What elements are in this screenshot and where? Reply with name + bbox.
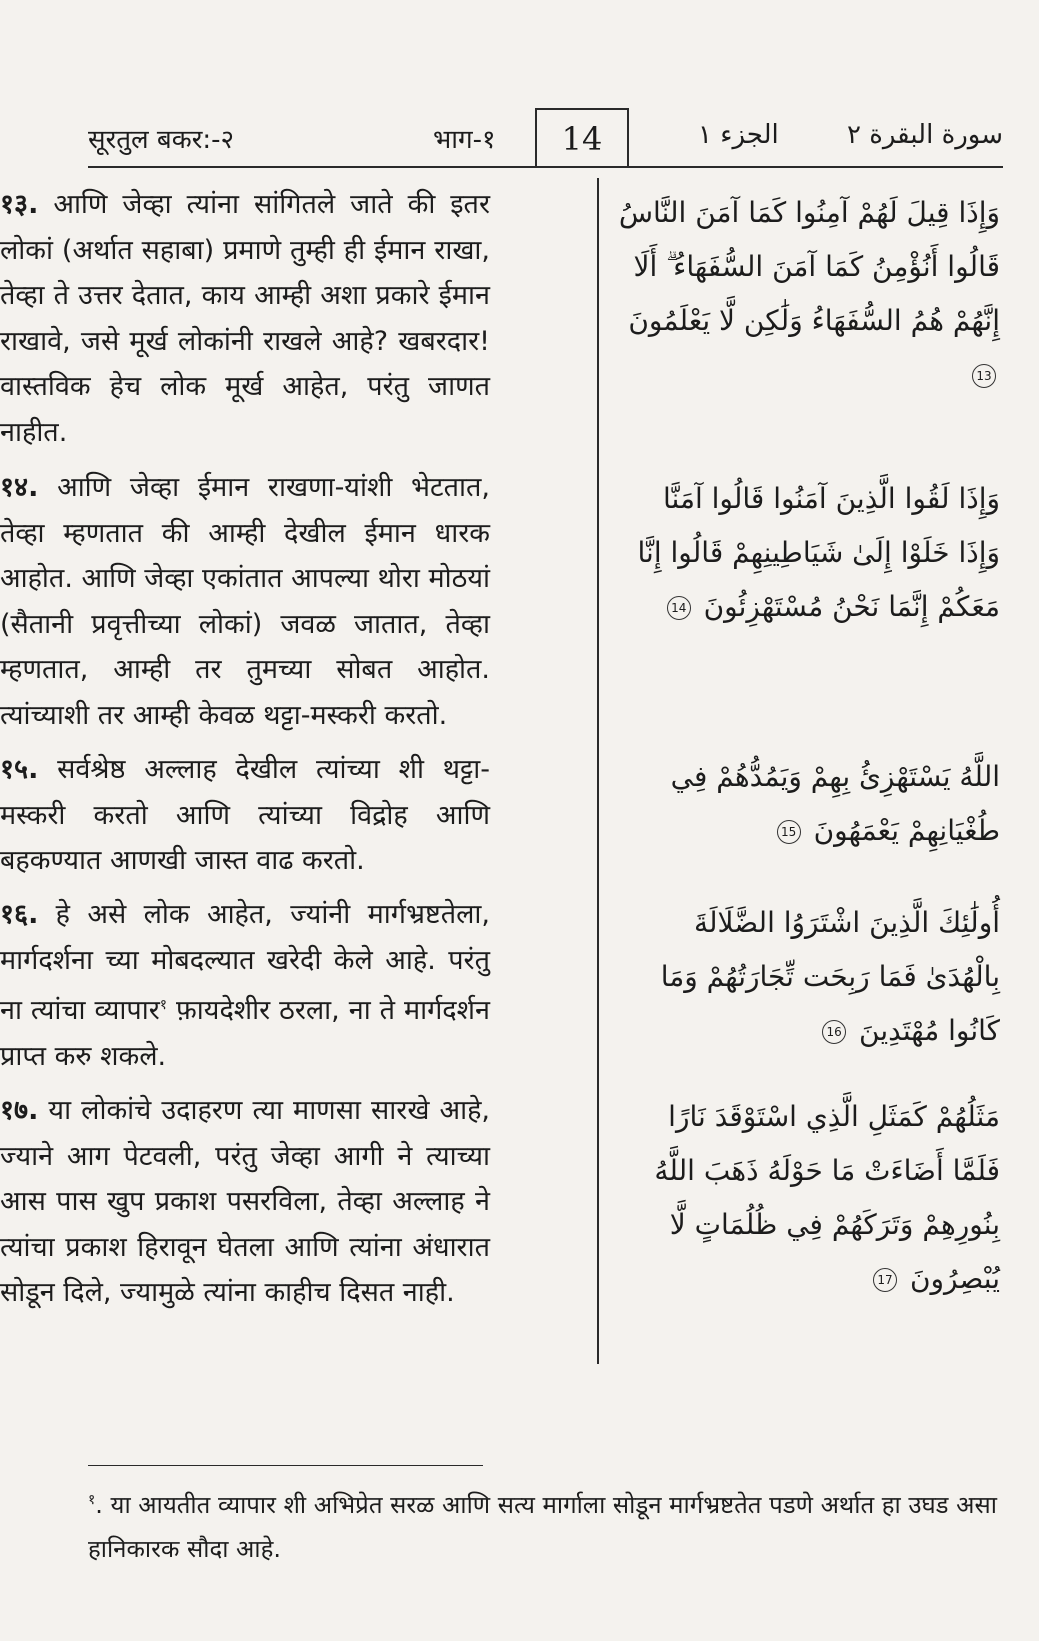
juz-label-arabic: الجزء ١: [698, 120, 779, 150]
arabic-verse-14: وَإِذَا لَقُوا الَّذِينَ آمَنُوا قَالُوا آمَنَّا وَإِذَا خَلَوْا إِلَىٰ شَيَاطِينِهِمْ قَالُوا إِنَّا مَعَكُمْ إِنَّمَا نَحْنُ مُسْتَهْزِئُونَ 14: [637, 482, 1000, 623]
verse-number-15: 15: [777, 820, 801, 844]
translation-verse-14: १४. आणि जेव्हा ईमान राखणा-यांशी भेटतात, तेव्हा म्हणतात की आम्ही देखील ईमान धारक आहोत. आणि जेव्हा एकांतात आपल्या थोरा मोठयां (सैतानी प्रवृत्तीच्या लोकां) जवळ जातात, तेव्हा म्हणतात, आम्ही तर तुमच्या सोबत आहोत. त्यांच्याशी तर आम्ही केवळ थट्टा-मस्करी करतो.: [0, 472, 490, 731]
footnote: $^१$. या आयतीत व्यापार शी अभिप्रेत सरळ आणि सत्य मार्गाला सोडून मार्गभ्रष्टतेत पडणे अर्थात हा उघड असा हानिकारक सौदा आहे.: [88, 1491, 997, 1563]
footnote-mark: १: [88, 1492, 96, 1508]
arabic-verse-17: مَثَلُهُمْ كَمَثَلِ الَّذِي اسْتَوْقَدَ نَارًا فَلَمَّا أَضَاءَتْ مَا حَوْلَهُ ذَهَبَ اللَّهُ بِنُورِهِمْ وَتَرَكَهُمْ فِي ظُلُمَاتٍ لَّا يُبْصِرُونَ 17: [654, 1100, 1000, 1295]
surah-title-marathi: सूरतुल बकर:-२: [88, 125, 235, 155]
verse-number-17: 17: [873, 1268, 897, 1292]
translation-verse-16: १६. हे असे लोक आहेत, ज्यांनी मार्गभ्रष्टतेला, मार्गदर्शना च्या मोबदल्यात खरेदी केले आहे. परंतु ना त्यांचा व्यापार$^१$ फ़ायदेशीर ठरला, ना ते मार्गदर्शन प्राप्त करु शकले.: [0, 899, 490, 1072]
header-rule: [88, 166, 1003, 168]
arabic-verse-15: اللَّهُ يَسْتَهْزِئُ بِهِمْ وَيَمُدُّهُمْ فِي طُغْيَانِهِمْ يَعْمَهُونَ 15: [670, 760, 1000, 847]
footnote-marker: १: [159, 997, 168, 1013]
arabic-verse-16: أُولَٰئِكَ الَّذِينَ اشْتَرَوُا الضَّلَالَةَ بِالْهُدَىٰ فَمَا رَبِحَت تِّجَارَتُهُمْ وَمَا كَانُوا مُهْتَدِينَ 16: [660, 906, 1000, 1047]
page-header: [88, 108, 1003, 168]
translation-verse-13: १३. आणि जेव्हा त्यांना सांगितले जाते की इतर लोकां (अर्थात सहाबा) प्रमाणे तुम्ही ही ईमान राखा, तेव्हा ते उत्तर देतात, काय आम्ही अशा प्रकारे ईमान राखावे, जसे मूर्ख लोकांनी राखले आहे? खबरदार! वास्तविक हेच लोक मूर्ख आहेत, परंतु जाणत नाहीत.: [0, 189, 490, 448]
surah-title-arabic: سورة البقرة ٢: [846, 120, 1003, 150]
page-number: 14: [535, 108, 629, 168]
verse-number-16: 16: [822, 1020, 846, 1044]
translation-verse-17: १७. या लोकांचे उदाहरण त्या माणसा सारखे आहे, ज्याने आग पेटवली, परंतु जेव्हा आगी ने त्याच्या आस पास खुप प्रकाश पसरविला, तेव्हा अल्लाह ने त्यांचा प्रकाश हिरावून घेतला आणि त्यांना अंधारात सोडून दिले, ज्यामुळे त्यांना काहीच दिसत नाही.: [0, 1095, 490, 1308]
arabic-verse-13: وَإِذَا قِيلَ لَهُمْ آمِنُوا كَمَا آمَنَ النَّاسُ قَالُوا أَنُؤْمِنُ كَمَا آمَنَ السُّفَهَاءُ ۗ أَلَا إِنَّهُمْ هُمُ السُّفَهَاءُ وَلَٰكِن لَّا يَعْلَمُونَ 13: [615, 186, 1000, 402]
column-divider: [597, 178, 599, 1364]
verse-number-13: 13: [972, 364, 996, 388]
translation-verse-15: १५. सर्वश्रेष्ठ अल्लाह देखील त्यांच्या शी थट्टा-मस्करी करतो आणि त्यांच्या विद्रोह आणि बहकण्यात आणखी जास्त वाढ करतो.: [0, 754, 490, 876]
footnote-rule: [88, 1465, 483, 1466]
verse-number-14: 14: [667, 596, 691, 620]
part-label: भाग-१: [433, 125, 496, 155]
